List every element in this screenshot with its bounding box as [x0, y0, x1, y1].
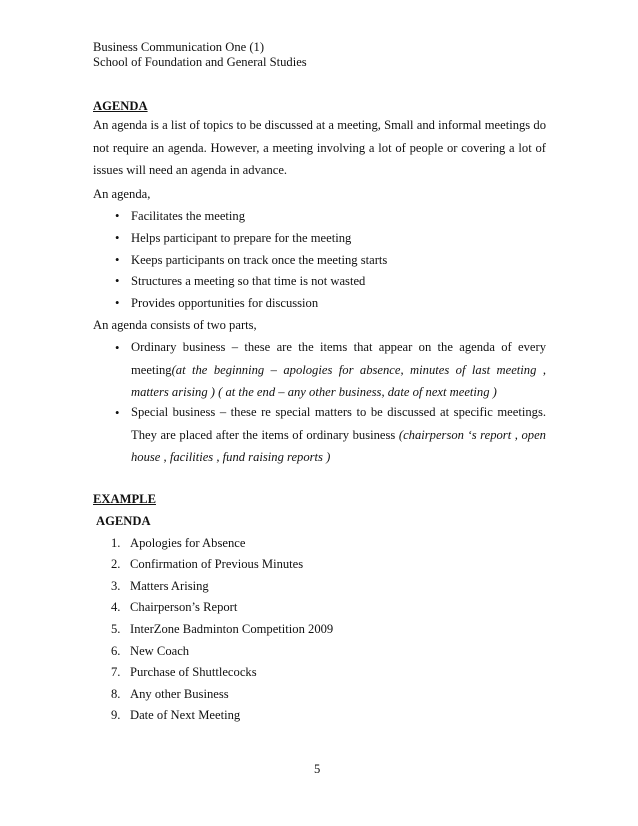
list-item: Helps participant to prepare for the meeting [131, 231, 352, 245]
agenda-lead: An agenda, [93, 187, 151, 201]
list-number: 9. [111, 708, 121, 722]
page-number: 5 [314, 762, 321, 776]
example-agenda-title: AGENDA [96, 514, 151, 528]
agenda-intro-paragraph: An agenda is a list of topics to be discussed at a meeting, Small and informal meetings do not require an agenda. However, a meeting involving a lot of people or covering a lot of issues will need an agenda in advance. [93, 118, 546, 178]
list-item: Purchase of Shuttlecocks [130, 665, 257, 679]
list-number: 5. [111, 622, 121, 636]
bullet-icon: • [115, 296, 120, 310]
list-number: 4. [111, 600, 121, 614]
list-item: Date of Next Meeting [130, 708, 241, 722]
special-business-examples: (chairperson ‘s report , open house , facilities , fund raising reports ) [131, 427, 546, 465]
ordinary-business-item [131, 336, 546, 404]
list-item: InterZone Badminton Competition 2009 [130, 622, 334, 636]
list-item: Facilitates the meeting [131, 209, 246, 223]
list-item: Confirmation of Previous Minutes [130, 557, 304, 571]
ordinary-business-text: Ordinary business – these are the items that appear on the agenda of every meeting [131, 340, 546, 377]
special-business-item [131, 401, 546, 469]
bullet-icon: • [115, 274, 120, 288]
list-number: 6. [111, 644, 121, 658]
list-item: Any other Business [130, 687, 229, 701]
bullet-icon: • [115, 406, 120, 420]
example-heading: EXAMPLE [93, 492, 156, 506]
list-item: Chairperson’s Report [130, 600, 238, 614]
list-number: 7. [111, 665, 121, 679]
list-item: Apologies for Absence [130, 536, 246, 550]
list-number: 1. [111, 536, 121, 550]
ordinary-business-examples: (at the beginning – apologies for absence, minutes of last meeting , matters arising ) ( at the end – any other business, date of next meeting ) [131, 362, 546, 400]
course-title: Business Communication One (1) [93, 40, 265, 54]
agenda-heading: AGENDA [93, 99, 148, 113]
list-number: 8. [111, 687, 121, 701]
list-item: New Coach [130, 644, 190, 658]
list-number: 3. [111, 579, 121, 593]
bullet-icon: • [115, 253, 120, 267]
bullet-icon: • [115, 341, 120, 355]
list-item: Matters Arising [130, 579, 209, 593]
special-business-text: Special business – these re special matters to be discussed at specific meetings. They are placed after the items of ordinary business [131, 405, 546, 442]
bullet-icon: • [115, 231, 120, 245]
list-number: 2. [111, 557, 121, 571]
bullet-icon: • [115, 209, 120, 223]
list-item: Provides opportunities for discussion [131, 296, 319, 310]
parts-lead: An agenda consists of two parts, [93, 318, 257, 332]
school-name: School of Foundation and General Studies [93, 55, 307, 69]
list-item: Keeps participants on track once the meeting starts [131, 253, 388, 267]
list-item: Structures a meeting so that time is not wasted [131, 274, 366, 288]
